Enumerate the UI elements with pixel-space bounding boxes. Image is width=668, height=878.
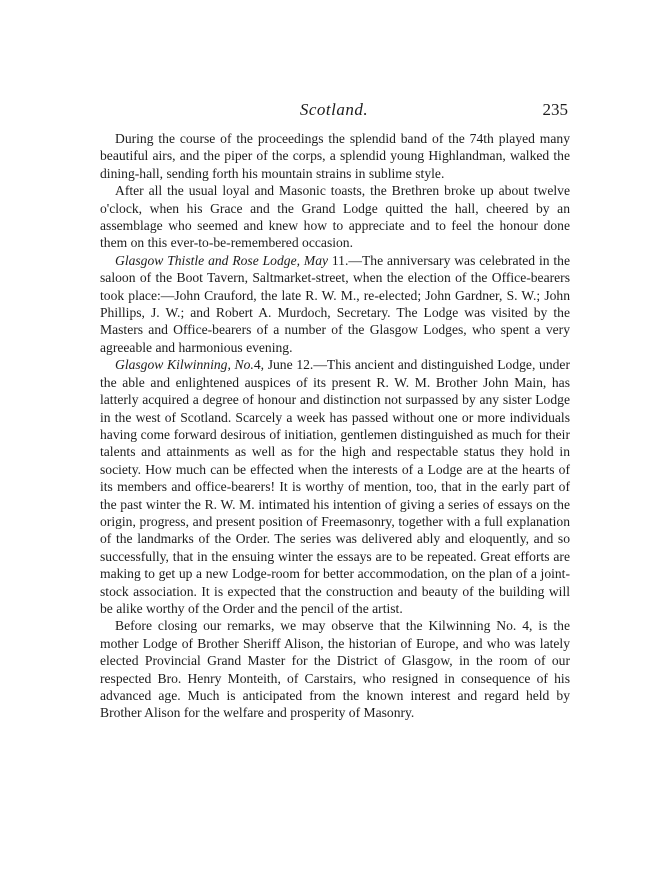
page-number: 235 [542,100,568,119]
paragraph-lead: Glasgow Thistle and Rose Lodge, May [115,252,329,268]
paragraph-text: 11.—The anniversary was celebrated in the saloon of the Boot Tavern, Saltmarket-street, when the election of the Office-bearers took place:—John Crauford, the late R. W. M., re-elected; John Gardner, S. W.; John Phillips, J. W.; and Robert A. Murdoch, Secretary. The Lodge was visited by the Masters and Office-bearers of a number of the Glasgow Lodges, who spent a very agreeable and harmonious evening. [100,252,570,355]
paragraph-lead: Glasgow Kilwinning, No. [115,357,254,373]
body-text [100,130,570,722]
paragraph-text: Before closing our remarks, we may observe that the Kilwinning No. 4, is the mother Lodge of Brother Sheriff Alison, the historian of Europe, and who was lately elected Provincial Grand Master for the District of Glasgow, in the room of our respected Bro. Henry Monteith, of Carstairs, who resigned in consequence of his advanced age. Much is anticipated from the known interest and regard held by Brother Alison for the welfare and prosperity of Masonry. [100,618,570,721]
paragraph-text: During the course of the proceedings the splendid band of the 74th played many beautiful airs, and the piper of the corps, a splendid young Highlandman, walked the dining-hall, sending forth his mountain strains in sublime style. [100,131,570,181]
page-header [100,100,568,124]
paragraph-closing-remarks [100,617,570,721]
paragraph-text: After all the usual loyal and Masonic toasts, the Brethren broke up about twelve o'clock, when his Grace and the Grand Lodge quitted the hall, cheered by an assemblage who seemed and knew how to appreciate and to feel the honour done them on this ever-to-be-remembered occasion. [100,183,570,251]
paragraph-kilwinning [100,356,570,617]
running-title: Scotland. [299,100,369,119]
paragraph-toasts [100,182,570,252]
paragraph-text: 4, June 12.—This ancient and distinguished Lodge, under the able and enlightened auspices of its present R. W. M. Brother John Main, has latterly acquired a degree of honour and distinction not surpassed by any sister Lodge in the west of Scotland. Scarcely a week has passed without one or more individuals having come forward desirous of initiation, gentlemen distinguished as much for their talents and attainments as well as for the high and respectable status they hold in society. How much can be effected when the interests of a Lodge are at the hearts of its members and office-bearers! It is worthy of mention, too, that in the early part of the past winter the R. W. M. intimated his intention of giving a series of essays on the origin, progress, and present position of Freemasonry, together with a full explanation of the landmarks of the Order. The series was delivered ably and eloquently, and so successfully, that in the ensuing winter the essays are to be repeated. Great efforts are making to get up a new Lodge-room for better accommodation, on the plan of a joint-stock association. It is expected that the construction and beauty of the building will be alike worthy of the Order and the pencil of the artist. [100,357,570,616]
paragraph-thistle-and-rose [100,252,570,356]
paragraph-band-and-piper [100,130,570,182]
